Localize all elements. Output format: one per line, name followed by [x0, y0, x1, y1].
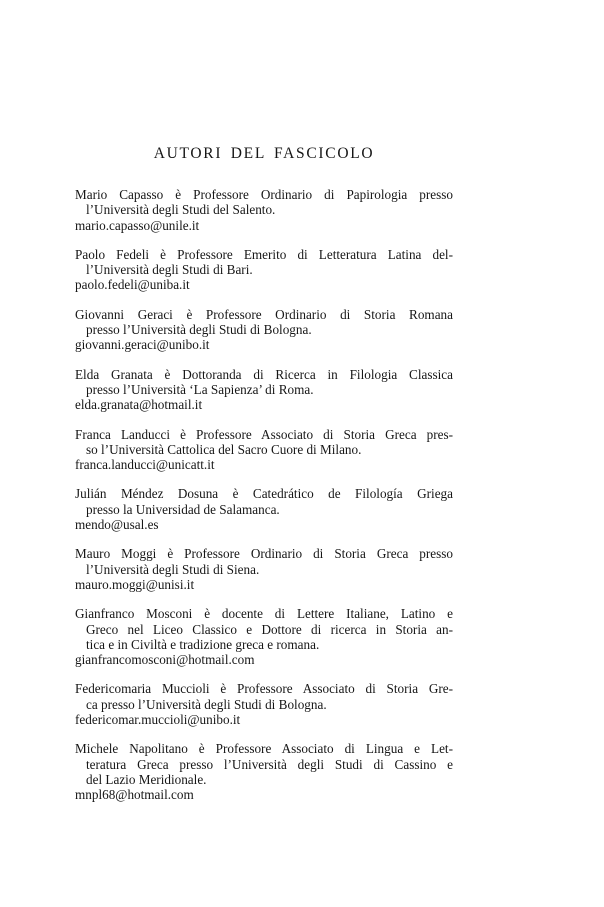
text-block: [75, 144, 453, 817]
entry-email: paolo.fedeli@uniba.it: [75, 277, 190, 293]
author-entry: [75, 606, 453, 667]
entry-email: gianfrancomosconi@hotmail.com: [75, 652, 255, 668]
author-entry: [75, 187, 453, 233]
author-entry: [75, 367, 453, 413]
entry-text-line: Mauro Moggi è Professore Ordinario di Storia Greca presso: [75, 546, 453, 562]
author-entry: [75, 741, 453, 802]
entry-email: franca.landucci@unicatt.it: [75, 457, 215, 473]
entry-text-line: Mario Capasso è Professore Ordinario di Papirologia presso: [75, 187, 453, 202]
entry-text-line: del Lazio Meridionale.: [86, 771, 207, 787]
entry-text-line: Elda Granata è Dottoranda di Ricerca in Filologia Classica: [75, 366, 453, 382]
author-entry: [75, 427, 453, 473]
entry-email: elda.granata@hotmail.it: [75, 397, 203, 413]
entry-text-line: Gianfranco Mosconi è docente di Lettere Italiane, Latino e: [75, 606, 453, 622]
entry-text-line: presso la Universidad de Salamanca.: [86, 501, 280, 517]
entry-text-line: presso l’Università ‘La Sapienza’ di Roma.: [86, 381, 314, 397]
entry-text-line: Federicomaria Muccioli è Professore Associato di Storia Gre-: [75, 681, 453, 697]
entry-email: mario.capasso@unile.it: [75, 217, 200, 233]
author-entry: [75, 486, 453, 532]
entry-email: mauro.moggi@unisi.it: [75, 576, 195, 592]
author-entry: [75, 307, 453, 353]
entry-text-line: presso l’Università degli Studi di Bologna.: [86, 322, 312, 338]
page-title: AUTORI DEL FASCICOLO: [153, 145, 375, 162]
entry-text-line: tica e in Civiltà e tradizione greca e romana.: [86, 636, 320, 652]
entry-text-line: Paolo Fedeli è Professore Emerito di Letteratura Latina del-: [75, 246, 453, 262]
entry-email: giovanni.geraci@unibo.it: [75, 337, 210, 353]
entry-text-line: ca presso l’Università degli Studi di Bologna.: [86, 696, 327, 712]
entry-text-line: Giovanni Geraci è Professore Ordinario di Storia Romana: [75, 306, 453, 322]
entry-text-line: teratura Greca presso l’Università degli Studi di Cassino e: [86, 756, 453, 772]
entry-text-line: Franca Landucci è Professore Associato di Storia Greca pres-: [75, 426, 453, 442]
author-entry: [75, 681, 453, 727]
entry-text-line: Julián Méndez Dosuna è Catedrático de Filología Griega: [75, 486, 453, 502]
author-entry: [75, 546, 453, 592]
entry-text-line: l’Università degli Studi di Siena.: [86, 561, 260, 577]
entry-email: federicomar.muccioli@unibo.it: [75, 712, 241, 728]
entry-email: mendo@usal.es: [75, 517, 159, 533]
entry-text-line: Greco nel Liceo Classico e Dottore di ricerca in Storia an-: [86, 621, 453, 637]
entry-email: mnpl68@hotmail.com: [75, 787, 194, 803]
entry-text-line: l’Università degli Studi del Salento.: [86, 202, 276, 218]
entry-text-line: so l’Università Cattolica del Sacro Cuore di Milano.: [86, 441, 362, 457]
author-entry: [75, 247, 453, 293]
entry-text-line: l’Università degli Studi di Bari.: [86, 262, 253, 278]
entry-text-line: Michele Napolitano è Professore Associato di Lingua e Let-: [75, 741, 453, 757]
